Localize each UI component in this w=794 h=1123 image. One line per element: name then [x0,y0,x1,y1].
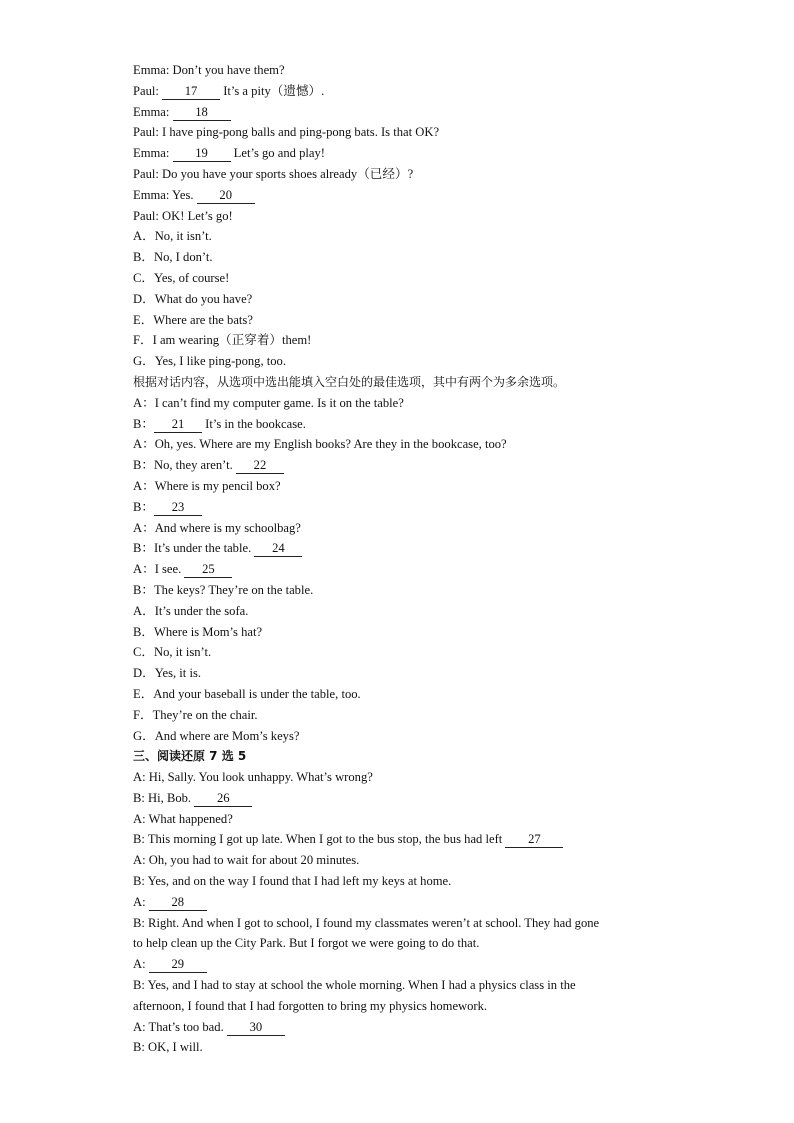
document-page [133,60,673,1058]
option-item: D．What do you have? [133,291,253,306]
speaker-text: A：I see. [133,562,185,577]
dialogue-line: A：I can’t find my computer game. Is it on the table? [133,395,404,410]
option-item: A．No, it isn’t. [133,229,212,244]
speaker-text: B： [133,499,154,514]
dialogue-line [133,954,673,975]
option-item: E．Where are the bats? [133,312,253,327]
speaker-text: B：It’s under the table. [133,541,255,556]
dialogue-line: A：And where is my schoolbag? [133,520,301,535]
dialogue-line [133,414,673,435]
dialogue-line: A: Hi, Sally. You look unhappy. What’s wrong? [133,770,373,785]
dialogue-line: Paul: I have ping-pong balls and ping-pong bats. Is that OK? [133,125,440,140]
option-item: D．Yes, it is. [133,666,202,681]
answer-blank-17: 17 [162,84,220,100]
speaker-text: B：No, they aren’t. [133,458,236,473]
dialogue-line [133,1017,673,1038]
answer-blank-21: 21 [154,417,202,433]
option-item: B．Where is Mom’s hat? [133,624,263,639]
dialogue-text: Let’s go and play! [230,146,325,161]
speaker-text: B: This morning I got up late. When I got to the bus stop, the bus had left [133,832,506,847]
dialogue-line: B：The keys? They’re on the table. [133,582,314,597]
option-item: C．No, it isn’t. [133,645,212,660]
speaker-text: A: [133,894,149,909]
speaker-text: B: Hi, Bob. [133,790,195,805]
answer-blank-24: 24 [254,541,302,557]
dialogue-line [133,455,673,476]
option-item: B．No, I don’t. [133,250,213,265]
dialogue-line: A：Where is my pencil box? [133,478,281,493]
answer-blank-22: 22 [236,458,284,474]
speaker-text: Paul: [133,83,163,98]
speaker-text: Emma: [133,104,173,119]
speaker-text: Emma: Yes. [133,187,197,202]
dialogue-line [133,559,673,580]
dialogue-line: A：Oh, yes. Where are my English books? Are they in the bookcase, too? [133,437,507,452]
dialogue-line [133,788,673,809]
answer-blank-23: 23 [154,500,202,516]
dialogue-line: to help clean up the City Park. But I forgot we were going to do that. [133,936,480,951]
answer-blank-18: 18 [173,105,231,121]
dialogue-line: Paul: Do you have your sports shoes already（已经）? [133,166,414,181]
dialogue-line [133,829,673,850]
speaker-text: B： [133,416,154,431]
dialogue-line: Emma: Don’t you have them? [133,63,285,77]
dialogue-line: afternoon, I found that I had forgotten to bring my physics homework. [133,998,488,1013]
answer-blank-27: 27 [505,832,563,848]
dialogue-text: It’s in the bookcase. [202,416,306,431]
dialogue-line [133,81,673,102]
option-item: F．I am wearing（正穿着）them! [133,333,312,348]
option-item: G．And where are Mom’s keys? [133,728,300,743]
option-item: E．And your baseball is under the table, too. [133,686,361,701]
dialogue-line [133,102,673,123]
dialogue-line: B: Yes, and I had to stay at school the whole morning. When I had a physics class in the [133,978,576,993]
dialogue-line: B: Right. And when I got to school, I found my classmates weren’t at school. They had gone [133,915,600,930]
dialogue-line [133,185,673,206]
dialogue-line: B: Yes, and on the way I found that I had left my keys at home. [133,874,452,889]
option-item: F．They’re on the chair. [133,707,258,722]
dialogue-line [133,143,673,164]
dialogue-text: It’s a pity（遗憾）. [220,83,325,98]
dialogue-line [133,538,673,559]
dialogue-line: A: What happened? [133,811,233,826]
option-item: A．It’s under the sofa. [133,603,249,618]
section-heading: 三、阅读还原 7 选 5 [133,749,247,764]
speaker-text: A: [133,957,149,972]
dialogue-line: Paul: OK! Let’s go! [133,208,233,223]
dialogue-line [133,497,673,518]
answer-blank-28: 28 [149,895,207,911]
answer-blank-26: 26 [194,791,252,807]
dialogue-line: B: OK, I will. [133,1040,203,1055]
dialogue-line: A: Oh, you had to wait for about 20 minutes. [133,853,360,868]
answer-blank-30: 30 [227,1020,285,1036]
answer-blank-20: 20 [197,188,255,204]
option-item: G．Yes, I like ping-pong, too. [133,354,286,369]
dialogue-line [133,892,673,913]
instruction-text: 根据对话内容，从选项中选出能填入空白处的最佳选项，其中有两个为多余选项。 [133,374,566,389]
speaker-text: Emma: [133,146,173,161]
speaker-text: A: That’s too bad. [133,1019,227,1034]
answer-blank-19: 19 [173,146,231,162]
option-item: C．Yes, of course! [133,270,230,285]
answer-blank-25: 25 [184,562,232,578]
answer-blank-29: 29 [149,957,207,973]
